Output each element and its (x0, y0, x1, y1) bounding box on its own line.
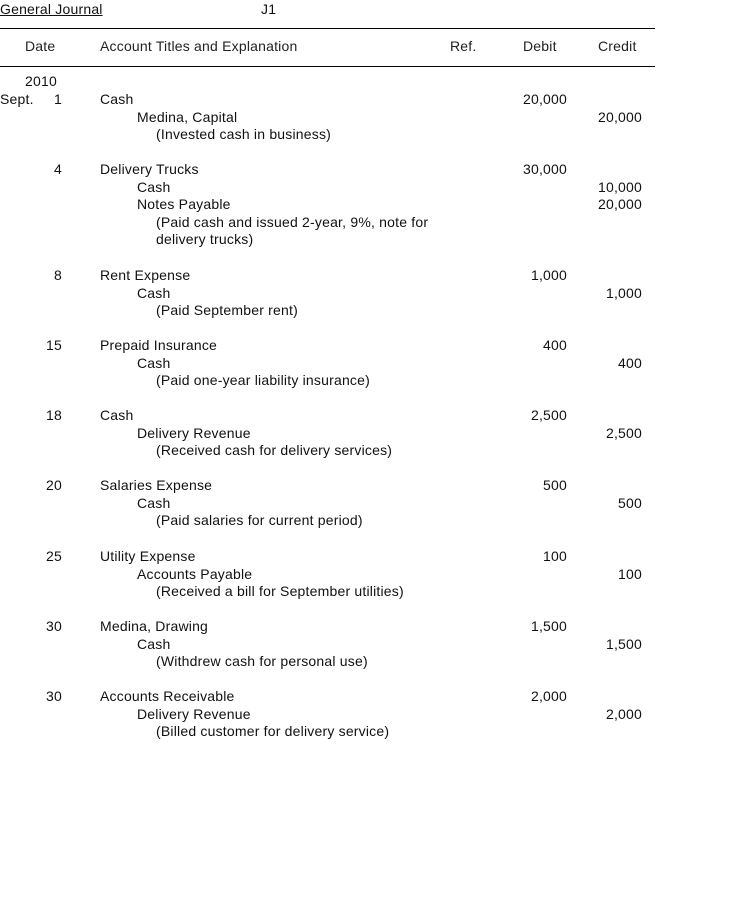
credit-account: Cash (137, 284, 171, 301)
debit-account: Cash (100, 407, 134, 423)
entry-day: 30 (46, 618, 62, 634)
entry-explanation: (Invested cash in business) (156, 126, 332, 143)
entry-explanation: (Billed customer for delivery service) (156, 723, 390, 740)
journal-page-ref: J1 (261, 1, 277, 17)
entry-explanation: (Paid cash and issued 2-year, 9%, note for (156, 213, 429, 230)
debit-account: Medina, Drawing (100, 618, 209, 634)
credit-account: Cash (137, 354, 171, 371)
column-header-debit: Debit (523, 38, 557, 54)
credit-amount: 2,500 (605, 424, 642, 441)
credit-account: Cash (137, 494, 171, 511)
entry-day: 4 (54, 161, 62, 177)
entry-day: 1 (54, 91, 62, 107)
debit-account: Delivery Trucks (100, 161, 199, 177)
column-header-account: Account Titles and Explanation (100, 38, 298, 54)
credit-amount: 500 (618, 494, 642, 511)
entry-explanation: (Paid September rent) (156, 302, 298, 319)
entry-day: 18 (46, 407, 62, 423)
credit-account: Notes Payable (137, 196, 231, 213)
debit-amount: 400 (543, 337, 567, 353)
entry-explanation: (Received cash for delivery services) (156, 442, 393, 459)
credit-account: Cash (137, 178, 171, 195)
credit-amount: 2,000 (605, 705, 642, 722)
entry-explanation: (Withdrew cash for personal use) (156, 653, 368, 670)
header-top-rule (0, 28, 655, 29)
column-header-ref: Ref. (450, 38, 477, 54)
credit-amount: 10,000 (597, 178, 642, 195)
credit-amount: 20,000 (597, 108, 642, 125)
credit-account: Delivery Revenue (137, 424, 251, 441)
entry-explanation: delivery trucks) (156, 231, 254, 248)
debit-amount: 2,500 (530, 407, 567, 423)
debit-amount: 20,000 (522, 91, 567, 107)
debit-amount: 100 (543, 548, 567, 564)
entry-day: 20 (46, 477, 62, 493)
entry-explanation: (Received a bill for September utilities) (156, 583, 404, 600)
credit-amount: 20,000 (597, 196, 642, 213)
debit-account: Accounts Receivable (100, 688, 235, 704)
entry-day: 30 (46, 688, 62, 704)
entry-explanation: (Paid one-year liability insurance) (156, 372, 370, 389)
credit-account: Accounts Payable (137, 565, 253, 582)
credit-amount: 1,000 (605, 284, 642, 301)
journal-title: General Journal (0, 1, 103, 17)
credit-amount: 100 (618, 565, 642, 582)
debit-account: Utility Expense (100, 548, 196, 564)
debit-account: Prepaid Insurance (100, 337, 218, 353)
header-bottom-rule (0, 66, 655, 67)
column-header-date: Date (25, 38, 56, 54)
credit-account: Medina, Capital (137, 108, 238, 125)
entry-day: 25 (46, 548, 62, 564)
debit-account: Salaries Expense (100, 477, 213, 493)
debit-amount: 30,000 (522, 161, 567, 177)
debit-account: Cash (100, 91, 134, 107)
debit-amount: 1,500 (530, 618, 567, 634)
debit-amount: 2,000 (530, 688, 567, 704)
debit-account: Rent Expense (100, 267, 191, 283)
credit-account: Cash (137, 635, 171, 652)
credit-amount: 1,500 (605, 635, 642, 652)
debit-amount: 1,000 (530, 267, 567, 283)
debit-amount: 500 (543, 477, 567, 493)
entry-day: 8 (54, 267, 62, 283)
entry-day: 15 (46, 337, 62, 353)
journal-year: 2010 (25, 73, 57, 89)
entry-explanation: (Paid salaries for current period) (156, 512, 363, 529)
credit-amount: 400 (618, 354, 642, 371)
credit-account: Delivery Revenue (137, 705, 251, 722)
column-header-credit: Credit (598, 38, 637, 54)
journal-month: Sept. (0, 91, 34, 107)
